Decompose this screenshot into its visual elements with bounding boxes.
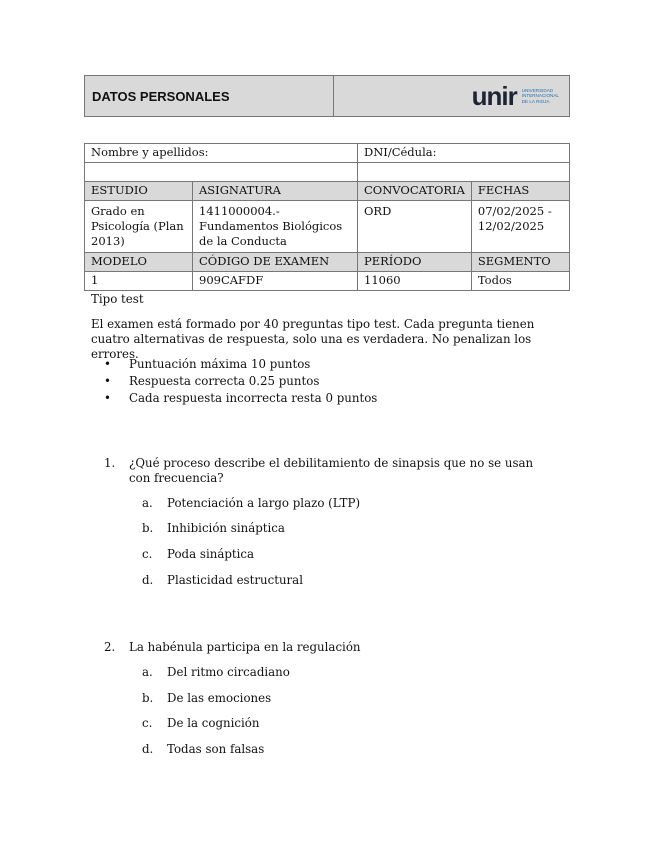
bullet-text: Cada respuesta incorrecta resta 0 puntos xyxy=(129,391,378,405)
option-text: Inhibición sináptica xyxy=(167,521,285,535)
bullet-icon: • xyxy=(104,357,111,371)
option-text: De las emociones xyxy=(167,691,272,705)
question-number: 1. xyxy=(104,456,116,470)
option-letter: d. xyxy=(142,742,154,756)
segmento-value: Todos xyxy=(471,272,569,291)
option-text: Plasticidad estructural xyxy=(167,573,303,587)
codigo-value: 909CAFDF xyxy=(193,272,358,291)
modelo-value: 1 xyxy=(85,272,193,291)
header-cell: MODELO xyxy=(85,253,193,272)
option-1d[interactable] xyxy=(142,573,303,588)
option-letter: c. xyxy=(142,716,153,730)
scoring-list xyxy=(104,356,377,407)
bullet-icon: • xyxy=(104,391,111,405)
question-number: 2. xyxy=(104,640,116,654)
option-2b[interactable] xyxy=(142,691,271,706)
logo-sub-line: UNIVERSIDAD xyxy=(521,88,554,94)
asignatura-value: 1411000004.- Fundamentos Biológicos de la Conducta xyxy=(193,201,358,253)
header-cell: CONVOCATORIA xyxy=(358,182,472,201)
option-2a[interactable] xyxy=(142,665,290,680)
option-text: Poda sináptica xyxy=(167,547,255,561)
question-2 xyxy=(104,640,544,655)
option-text: Del ritmo circadiano xyxy=(167,665,290,679)
option-letter: c. xyxy=(142,547,153,561)
logo-subtitle xyxy=(522,88,559,104)
option-1b[interactable] xyxy=(142,521,285,536)
option-letter: b. xyxy=(142,691,154,705)
header-logo-cell xyxy=(334,76,569,116)
name-field[interactable] xyxy=(85,163,358,182)
periodo-value: 11060 xyxy=(358,272,472,291)
option-letter: b. xyxy=(142,521,154,535)
logo-sub-line: INTERNACIONAL xyxy=(521,93,559,99)
question-text: La habénula participa en la regulación xyxy=(129,640,361,654)
logo-wordmark: unir xyxy=(471,81,517,111)
personal-data-header xyxy=(84,75,570,117)
header-cell: FECHAS xyxy=(471,182,569,201)
question-1 xyxy=(104,456,544,486)
option-letter: d. xyxy=(142,573,154,587)
header-cell: SEGMENTO xyxy=(471,253,569,272)
name-label: Nombre y apellidos: xyxy=(85,144,358,163)
dni-label: DNI/Cédula: xyxy=(358,144,570,163)
bullet-icon: • xyxy=(104,374,111,388)
option-2d[interactable] xyxy=(142,742,264,757)
list-item xyxy=(104,373,377,390)
header-cell: PERÍODO xyxy=(358,253,472,272)
option-letter: a. xyxy=(142,496,153,510)
option-text: Potenciación a largo plazo (LTP) xyxy=(167,496,361,510)
convocatoria-value: ORD xyxy=(358,201,472,253)
test-type: Tipo test xyxy=(91,292,144,306)
header-cell: ESTUDIO xyxy=(85,182,193,201)
header-cell: ASIGNATURA xyxy=(193,182,358,201)
list-item xyxy=(104,356,377,373)
option-text: Todas son falsas xyxy=(167,742,265,756)
exam-intro: El examen está formado por 40 preguntas tipo test. Cada pregunta tienen cuatro alternativas de respuesta, solo una es verdadera. No penalizan los errores. xyxy=(91,317,535,361)
option-1a[interactable] xyxy=(142,496,360,511)
dni-field[interactable] xyxy=(358,163,570,182)
fechas-value: 07/02/2025 - 12/02/2025 xyxy=(471,201,569,253)
header-cell: CÓDIGO DE EXAMEN xyxy=(193,253,358,272)
header-title: DATOS PERSONALES xyxy=(85,76,334,116)
option-text: De la cognición xyxy=(167,716,260,730)
bullet-text: Respuesta correcta 0.25 puntos xyxy=(129,374,320,388)
exam-info-table xyxy=(84,143,570,291)
unir-logo xyxy=(472,83,559,109)
list-item xyxy=(104,390,377,407)
option-2c[interactable] xyxy=(142,716,259,731)
option-letter: a. xyxy=(142,665,153,679)
estudio-value: Grado en Psicología (Plan 2013) xyxy=(85,201,193,253)
bullet-text: Puntuación máxima 10 puntos xyxy=(129,357,311,371)
question-text: ¿Qué proceso describe el debilitamiento de sinapsis que no se usan con frecuencia? xyxy=(129,456,534,485)
logo-sub-line: DE LA RIOJA xyxy=(521,98,550,104)
option-1c[interactable] xyxy=(142,547,254,562)
